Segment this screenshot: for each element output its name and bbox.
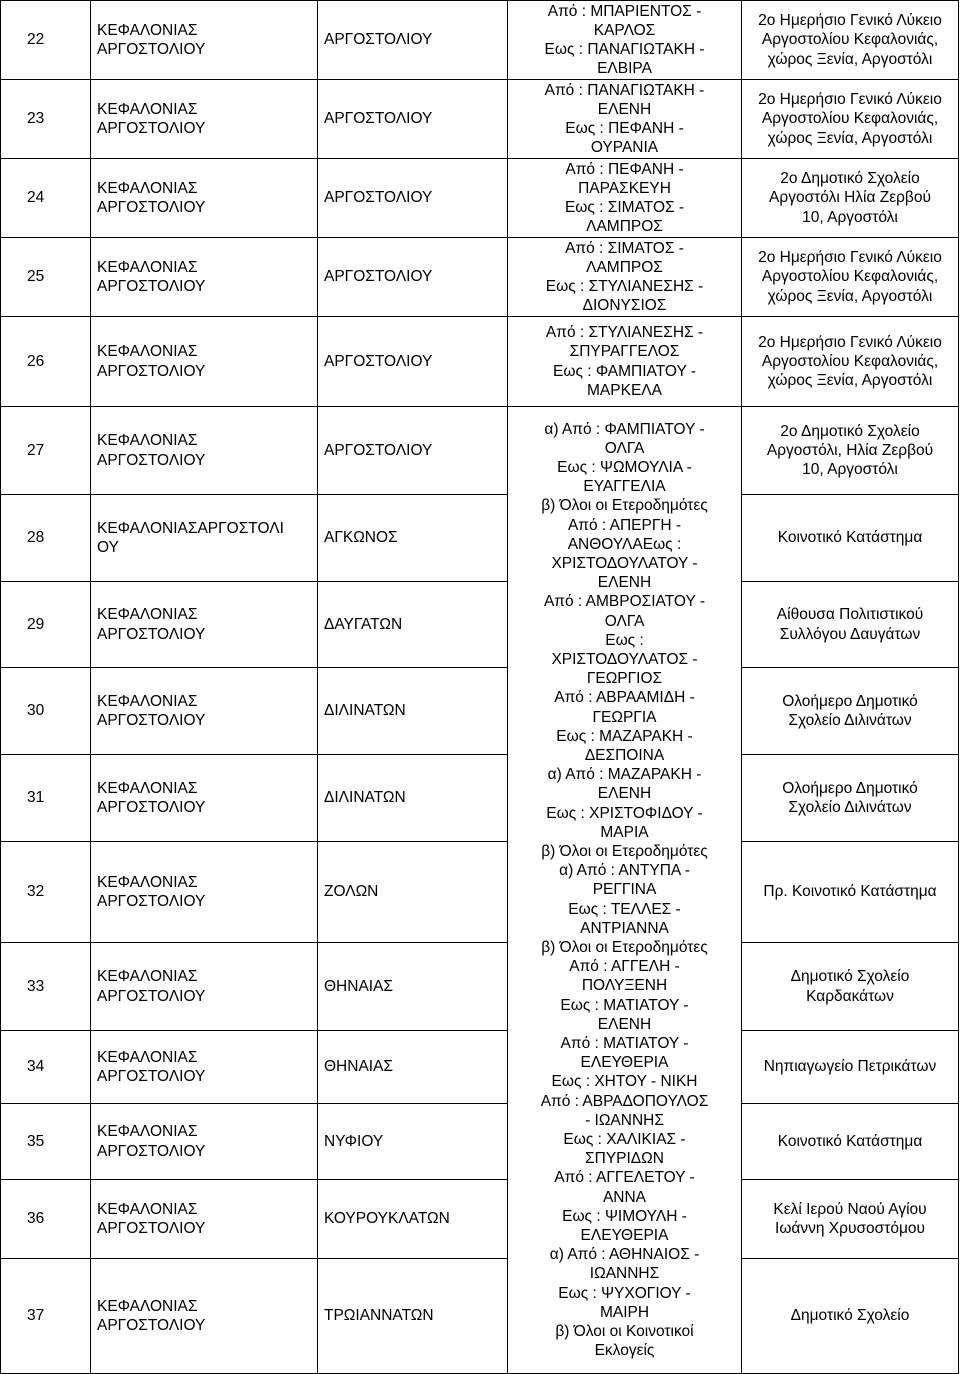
surname-range-line: α) Από : ΑΝΤΥΠΑ - <box>559 862 690 880</box>
polling-venue-cell <box>742 755 959 842</box>
venue-line: χώρος Ξενία, Αργοστόλι <box>767 287 933 305</box>
surname-range-line: Εως : ΣΙΜΑΤΟΣ - <box>564 199 685 216</box>
table-row <box>1 755 959 842</box>
surname-range-line: Εως : ΧΑΛΙΚΙΑΣ - <box>563 1131 686 1149</box>
community-cell: ΑΡΓΟΣΤΟΛΙΟΥ <box>318 407 508 495</box>
surname-range-line: Από : ΑΜΒΡΟΣΙΑΤΟΥ - <box>543 593 706 611</box>
surname-range-line: Από : ΑΠΕΡΓΗ - <box>567 516 682 534</box>
region-line: ΚΕΦΑΛΟΝΙΑΣΑΡΓΟΣΤΟΛΙ <box>97 519 284 537</box>
surname-range-cell <box>508 238 742 317</box>
row-number: 31 <box>1 755 91 842</box>
region-line: ΑΡΓΟΣΤΟΛΙΟΥ <box>97 41 206 58</box>
surname-range-line: ΟΥΡΑΝΙΑ <box>590 139 659 157</box>
region-line: ΚΕΦΑΛΟΝΙΑΣ <box>97 179 198 197</box>
surname-range-cell <box>508 1 742 80</box>
region-line: ΚΕΦΑΛΟΝΙΑΣ <box>97 1123 198 1141</box>
venue-line: 2ο Δημοτικό Σχολείο <box>780 422 920 440</box>
surname-range-cell <box>508 407 742 1374</box>
region-line: ΑΡΓΟΣΤΟΛΙΟΥ <box>97 199 206 216</box>
surname-range-line: Εως : ΠΑΝΑΓΙΩΤΑΚΗ - <box>544 41 705 58</box>
venue-line: 2ο Ημερήσιο Γενικό Λύκειο <box>758 333 942 351</box>
community-cell: ΤΡΩΙΑΝΝΑΤΩΝ <box>318 1259 508 1374</box>
region-cell <box>91 1 318 80</box>
table-row <box>1 407 959 495</box>
row-number: 34 <box>1 1031 91 1104</box>
row-number: 30 <box>1 668 91 755</box>
surname-range-line: Εως : ΜΑΤΙΑΤΟΥ - <box>560 996 689 1014</box>
region-cell <box>91 1259 318 1374</box>
surname-range-line: ΡΕΓΓΙΝΑ <box>592 881 657 899</box>
venue-line: Συλλόγου Δαυγάτων <box>779 625 921 643</box>
surname-range-line: Από : ΑΓΓΕΛΕΤΟΥ - <box>554 1169 695 1187</box>
polling-venue-cell <box>742 1031 959 1104</box>
venue-line: Αργοστόλι Ηλία Ζερβού <box>769 189 931 207</box>
surname-range-line: ΕΛΕΥΘΕΡΙΑ <box>580 1054 669 1072</box>
surname-range-cell <box>508 159 742 238</box>
row-number: 35 <box>1 1104 91 1180</box>
venue-line: Καρδακάτων <box>806 987 894 1005</box>
region-cell <box>91 317 318 407</box>
table-row <box>1 317 959 407</box>
venue-line: χώρος Ξενία, Αργοστόλι <box>767 50 933 68</box>
surname-range-line: Εως : <box>605 631 644 649</box>
surname-range-line: β) Όλοι οι Κοινοτικοί <box>555 1323 694 1341</box>
table-row <box>1 842 959 943</box>
surname-range-line: ΕΛΒΙΡΑ <box>597 60 652 78</box>
region-line: ΑΡΓΟΣΤΟΛΙΟΥ <box>97 278 206 295</box>
row-number: 24 <box>1 159 91 238</box>
row-number: 27 <box>1 407 91 495</box>
surname-range-line: Εως : ΧΗΤΟΥ - ΝΙΚΗ <box>551 1073 698 1091</box>
surname-range-line: ΟΛΓΑ <box>604 439 645 457</box>
venue-line: Δημοτικό Σχολείο <box>790 1307 910 1325</box>
surname-range-line: β) Όλοι οι Ετεροδημότες <box>541 497 708 515</box>
polling-venue-cell <box>742 582 959 668</box>
surname-range-cell <box>508 317 742 407</box>
surname-range-line: ΣΠΥΡΙΔΩΝ <box>585 1150 664 1168</box>
region-line: ΚΕΦΑΛΟΝΙΑΣ <box>97 432 198 450</box>
surname-range-line: ΔΕΣΠΟΙΝΑ <box>584 746 665 764</box>
venue-line: Κοινοτικό Κατάστημα <box>777 529 923 547</box>
surname-range-line: ΟΛΓΑ <box>604 612 645 630</box>
surname-range-line: β) Όλοι οι Ετεροδημότες <box>541 939 708 956</box>
community-cell: ΑΡΓΟΣΤΟΛΙΟΥ <box>318 317 508 407</box>
venue-line: χώρος Ξενία, Αργοστόλι <box>767 372 933 390</box>
table-row <box>1 668 959 755</box>
venue-line: Ολοήμερο Δημοτικό <box>782 692 918 710</box>
surname-range-line: α) Από : ΜΑΖΑΡΑΚΗ - <box>547 766 702 784</box>
surname-range-line: Εως : ΜΑΖΑΡΑΚΗ - <box>556 727 693 745</box>
surname-range-line: Εως : ΨΙΜΟΥΛΗ - <box>562 1207 687 1225</box>
region-line: ΑΡΓΟΣΤΟΛΙΟΥ <box>97 987 206 1005</box>
table-row <box>1 582 959 668</box>
region-line: ΚΕΦΑΛΟΝΙΑΣ <box>97 606 198 624</box>
surname-range-line: ΚΑΡΛΟΣ <box>593 21 656 39</box>
row-number: 25 <box>1 238 91 317</box>
polling-venue-cell <box>742 495 959 582</box>
venue-line: Αργοστολίου Κεφαλονιάς, <box>761 352 939 370</box>
surname-range-line: ΜΑΡΚΕΛΑ <box>587 381 662 399</box>
surname-range-line: ΠΟΛΥΞΕΝΗ <box>581 977 668 995</box>
surname-range-line: ΣΠΥΡΑΓΓΕΛΟΣ <box>569 343 680 361</box>
surname-range-line: Εως : ΧΡΙΣΤΟΦΙΔΟΥ - <box>546 804 703 822</box>
community-cell: ΑΓΚΩΝΟΣ <box>318 495 508 582</box>
surname-range-line: Εως : ΨΩΜΟΥΛΙΑ - <box>557 458 692 476</box>
row-number: 33 <box>1 943 91 1031</box>
polling-venue-cell <box>742 1180 959 1259</box>
community-cell: ΑΡΓΟΣΤΟΛΙΟΥ <box>318 238 508 317</box>
surname-range-line: ΑΝΤΡΙΑΝΝΑ <box>580 919 669 937</box>
surname-range-line: ΓΕΩΡΓΙΑ <box>592 708 657 726</box>
surname-range-line: Από : ΜΑΤΙΑΤΟΥ - <box>560 1035 689 1053</box>
venue-line: Κοινοτικό Κατάστημα <box>777 1132 923 1150</box>
venue-line: 2ο Ημερήσιο Γενικό Λύκειο <box>758 12 942 30</box>
surname-range-line: Εως : ΤΕΛΛΕΣ - <box>568 900 681 918</box>
polling-venue-cell <box>742 80 959 159</box>
polling-venue-cell <box>742 317 959 407</box>
polling-venue-cell <box>742 842 959 943</box>
venue-line: 2ο Δημοτικό Σχολείο <box>780 170 920 188</box>
surname-range-line: ΑΝΝΑ <box>602 1188 647 1206</box>
surname-range-line: Από : ΑΒΡΑΔΟΠΟΥΛΟΣ <box>540 1092 709 1110</box>
venue-line: Αργοστολίου Κεφαλονιάς, <box>761 31 939 49</box>
region-line: ΚΕΦΑΛΟΝΙΑΣ <box>97 100 198 118</box>
community-cell: ΔΙΛΙΝΑΤΩΝ <box>318 755 508 842</box>
venue-line: Αργοστόλι, Ηλία Ζερβού <box>766 441 934 459</box>
region-cell <box>91 80 318 159</box>
polling-venue-cell <box>742 407 959 495</box>
region-cell <box>91 495 318 582</box>
surname-range-line: ΕΛΕΥΘΕΡΙΑ <box>580 1227 669 1245</box>
region-line: ΑΡΓΟΣΤΟΛΙΟΥ <box>97 625 206 643</box>
region-line: ΑΡΓΟΣΤΟΛΙΟΥ <box>97 1317 206 1334</box>
region-line: ΚΕΦΑΛΟΝΙΑΣ <box>97 343 198 361</box>
region-line: ΑΡΓΟΣΤΟΛΙΟΥ <box>97 799 206 816</box>
region-cell <box>91 755 318 842</box>
venue-line: 2ο Ημερήσιο Γενικό Λύκειο <box>758 91 942 109</box>
venue-line: Ιωάννη Χρυσοστόμου <box>775 1220 925 1237</box>
table-row <box>1 1031 959 1104</box>
community-cell: ΔΑΥΓΑΤΩΝ <box>318 582 508 668</box>
table-row <box>1 159 959 238</box>
venue-line: Σχολείο Διλινάτων <box>788 799 912 816</box>
region-cell <box>91 668 318 755</box>
region-cell <box>91 1031 318 1104</box>
table-row <box>1 1104 959 1180</box>
region-line: ΑΡΓΟΣΤΟΛΙΟΥ <box>97 1220 206 1237</box>
region-line: ΑΡΓΟΣΤΟΛΙΟΥ <box>97 1068 206 1085</box>
surname-range-line: ΜΑΡΙΑ <box>600 823 649 841</box>
surname-range-line: ΑΝΘΟΥΛΑΕως : <box>567 535 682 553</box>
venue-line: Αργοστολίου Κεφαλονιάς, <box>761 268 939 286</box>
region-line: ΑΡΓΟΣΤΟΛΙΟΥ <box>97 362 206 380</box>
region-line: ΑΡΓΟΣΤΟΛΙΟΥ <box>97 712 206 729</box>
table-row <box>1 495 959 582</box>
venue-line: 10, Αργοστόλι <box>802 208 898 226</box>
surname-range-line: ΕΛΕΝΗ <box>597 1015 652 1033</box>
row-number: 29 <box>1 582 91 668</box>
surname-range-line: ΠΑΡΑΣΚΕΥΗ <box>578 179 671 197</box>
region-line: ΚΕΦΑΛΟΝΙΑΣ <box>97 779 198 797</box>
polling-venue-cell <box>742 668 959 755</box>
region-cell <box>91 1180 318 1259</box>
surname-range-line: Από : ΣΙΜΑΤΟΣ - <box>565 239 684 257</box>
surname-range-line: α) Από : ΦΑΜΠΙΑΤΟΥ - <box>544 420 705 438</box>
region-line: ΑΡΓΟΣΤΟΛΙΟΥ <box>97 1142 206 1160</box>
region-cell <box>91 238 318 317</box>
polling-venue-cell <box>742 1104 959 1180</box>
surname-range-line: ΕΛΕΝΗ <box>597 100 652 118</box>
venue-line: 10, Αργοστόλι <box>802 461 898 479</box>
venue-line: Αίθουσα Πολιτιστικού <box>776 606 924 624</box>
surname-range-line: - ΙΩΑΝΝΗΣ <box>585 1111 664 1129</box>
surname-range-line: ΛΑΜΠΡΟΣ <box>586 218 663 236</box>
polling-venue-cell <box>742 1259 959 1374</box>
surname-range-line: Από : ΠΕΦΑΝΗ - <box>565 160 684 178</box>
surname-range-line: Εκλογείς <box>594 1342 655 1360</box>
surname-range-line: Από : ΜΠΑΡΙΕΝΤΟΣ - <box>547 2 702 20</box>
surname-range-line: ΧΡΙΣΤΟΔΟΥΛΑΤΟΣ - <box>551 650 698 668</box>
table-row <box>1 238 959 317</box>
region-line: ΚΕΦΑΛΟΝΙΑΣ <box>97 873 198 891</box>
region-cell <box>91 159 318 238</box>
table-row <box>1 1 959 80</box>
table-row <box>1 943 959 1031</box>
community-cell: ΑΡΓΟΣΤΟΛΙΟΥ <box>318 159 508 238</box>
region-cell <box>91 407 318 495</box>
venue-line: Σχολείο Διλινάτων <box>788 712 912 729</box>
row-number: 26 <box>1 317 91 407</box>
surname-range-line: Από : ΣΤΥΛΙΑΝΕΣΗΣ - <box>545 324 704 342</box>
polling-venue-cell <box>742 159 959 238</box>
row-number: 37 <box>1 1259 91 1374</box>
surname-range-line: ΕΛΕΝΗ <box>597 574 652 592</box>
surname-range-line: ΕΥΑΓΓΕΛΙΑ <box>583 478 666 496</box>
region-line: ΚΕΦΑΛΟΝΙΑΣ <box>97 1297 198 1315</box>
venue-line: Πρ. Κοινοτικό Κατάστημα <box>763 883 937 901</box>
region-cell <box>91 943 318 1031</box>
surname-range-line: Εως : ΨΥΧΟΓΙΟΥ - <box>558 1284 691 1302</box>
region-cell <box>91 842 318 943</box>
surname-range-line: ΛΑΜΠΡΟΣ <box>586 258 663 276</box>
surname-range-line: Εως : ΠΕΦΑΝΗ - <box>565 120 684 137</box>
region-line: ΚΕΦΑΛΟΝΙΑΣ <box>97 21 198 39</box>
community-cell: ΑΡΓΟΣΤΟΛΙΟΥ <box>318 80 508 159</box>
surname-range-line: ΧΡΙΣΤΟΔΟΥΛΑΤΟΥ - <box>551 554 698 572</box>
region-line: ΚΕΦΑΛΟΝΙΑΣ <box>97 692 198 710</box>
region-cell <box>91 1104 318 1180</box>
surname-range-line: ΕΛΕΝΗ <box>597 785 652 803</box>
surname-range-line: Από : ΠΑΝΑΓΙΩΤΑΚΗ - <box>544 81 705 99</box>
surname-range-line: α) Από : ΑΘΗΝΑΙΟΣ - <box>549 1246 700 1264</box>
surname-range-line: Εως : ΦΑΜΠΙΑΤΟΥ - <box>553 362 696 380</box>
surname-range-line: β) Όλοι οι Ετεροδημότες <box>541 842 708 860</box>
surname-range-line: Εως : ΣΤΥΛΙΑΝΕΣΗΣ - <box>545 278 704 295</box>
polling-venue-cell <box>742 238 959 317</box>
venue-line: 2ο Ημερήσιο Γενικό Λύκειο <box>758 249 942 267</box>
community-cell: ΘΗΝΑΙΑΣ <box>318 943 508 1031</box>
region-line: ΑΡΓΟΣΤΟΛΙΟΥ <box>97 120 206 137</box>
venue-line: Δημοτικό Σχολείο <box>790 968 910 986</box>
surname-range-line: Από : ΑΓΓΕΛΗ - <box>569 958 680 976</box>
surname-range-line: ΔΙΟΝΥΣΙΟΣ <box>582 297 667 315</box>
polling-venue-cell <box>742 943 959 1031</box>
community-cell: ΚΟΥΡΟΥΚΛΑΤΩΝ <box>318 1180 508 1259</box>
region-line: ΚΕΦΑΛΟΝΙΑΣ <box>97 968 198 986</box>
region-line: ΑΡΓΟΣΤΟΛΙΟΥ <box>97 451 206 469</box>
row-number: 22 <box>1 1 91 80</box>
surname-range-line: Από : ΑΒΡΑΑΜΙΔΗ - <box>554 689 695 707</box>
community-cell: ΖΟΛΩΝ <box>318 842 508 943</box>
row-number: 32 <box>1 842 91 943</box>
surname-range-cell <box>508 80 742 159</box>
venue-line: χώρος Ξενία, Αργοστόλι <box>767 129 933 147</box>
region-line: ΚΕΦΑΛΟΝΙΑΣ <box>97 258 198 276</box>
table-row <box>1 1180 959 1259</box>
community-cell: ΘΗΝΑΙΑΣ <box>318 1031 508 1104</box>
surname-range-line: ΜΑΙΡΗ <box>599 1303 650 1321</box>
row-number: 36 <box>1 1180 91 1259</box>
region-cell <box>91 582 318 668</box>
table-row <box>1 80 959 159</box>
region-line: ΚΕΦΑΛΟΝΙΑΣ <box>97 1200 198 1218</box>
community-cell: ΝΥΦΙΟΥ <box>318 1104 508 1180</box>
venue-line: Νηπιαγωγείο Πετρικάτων <box>763 1058 937 1076</box>
region-line: ΟΥ <box>97 539 119 556</box>
region-line: ΚΕΦΑΛΟΝΙΑΣ <box>97 1048 198 1066</box>
surname-range-line: ΓΕΩΡΓΙΟΣ <box>586 670 663 688</box>
venue-line: Αργοστολίου Κεφαλονιάς, <box>761 110 939 128</box>
venue-line: Ολοήμερο Δημοτικό <box>782 779 918 797</box>
polling-venue-cell <box>742 1 959 80</box>
row-number: 23 <box>1 80 91 159</box>
region-line: ΑΡΓΟΣΤΟΛΙΟΥ <box>97 893 206 910</box>
venue-line: Κελί Ιερού Ναού Αγίου <box>773 1200 927 1218</box>
row-number: 28 <box>1 495 91 582</box>
community-cell: ΔΙΛΙΝΑΤΩΝ <box>318 668 508 755</box>
table-row <box>1 1259 959 1374</box>
surname-range-line: ΙΩΑΝΝΗΣ <box>589 1265 660 1283</box>
community-cell: ΑΡΓΟΣΤΟΛΙΟΥ <box>318 1 508 80</box>
